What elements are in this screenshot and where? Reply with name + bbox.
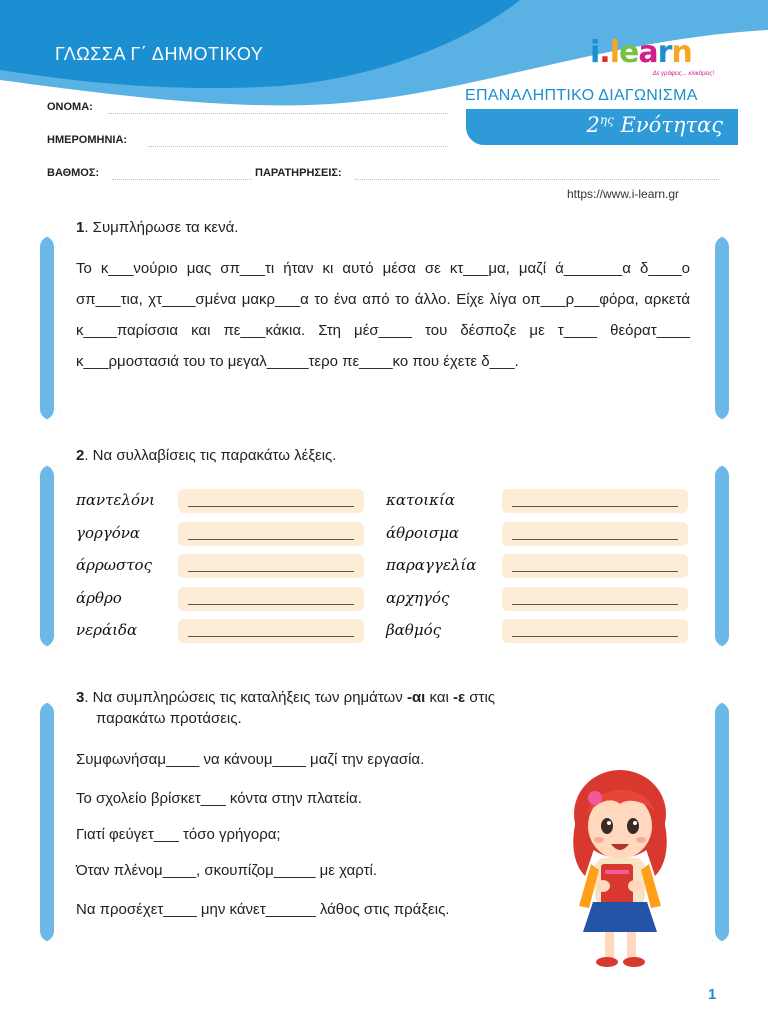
syllabify-word: άθροισμα	[386, 523, 460, 542]
logo-letter: i	[590, 35, 600, 70]
logo-letter: e	[619, 35, 639, 70]
name-field[interactable]	[108, 112, 448, 114]
syllabify-answer-field[interactable]	[502, 522, 688, 546]
q3-sentence: Να προσέχετ____ μην κάνετ______ λάθος στις πράξεις.	[76, 901, 450, 918]
q3-sentence: Γιατί φεύγετ___ τόσο γρήγορα;	[76, 826, 281, 843]
page-number: 1	[708, 986, 717, 1003]
syllabify-answer-field[interactable]	[178, 522, 364, 546]
logo-letter: r	[657, 35, 672, 70]
logo-letter: n	[671, 35, 692, 70]
syllabify-word: αρχηγός	[386, 588, 450, 607]
syllabify-word: γοργόνα	[76, 523, 141, 542]
logo-tagline: Δε γράφεις... κλικάρεις!	[652, 71, 714, 77]
grade-label: ΒΑΘΜΟΣ:	[47, 167, 100, 179]
syllabify-answer-field[interactable]	[178, 554, 364, 578]
q3-sentence: Συμφωνήσαμ____ να κάνουμ____ μαζί την εργασία.	[76, 751, 425, 768]
q2-bracket-left	[40, 465, 62, 647]
syllabify-answer-field[interactable]	[502, 587, 688, 611]
remarks-label: ΠΑΡΑΤΗΡΗΣΕΙΣ:	[255, 167, 342, 179]
unit-label: $2^{\eta\varsigma}$ Ενότητας	[586, 113, 723, 137]
date-label: ΗΜΕΡΟΜΗΝΙΑ:	[47, 134, 128, 146]
course-title: ΓΛΩΣΣΑ Γ΄ ΔΗΜΟΤΙΚΟΥ	[55, 44, 264, 64]
syllabify-word: παραγγελία	[386, 556, 477, 574]
q3-bracket-left	[40, 702, 62, 942]
syllabify-answer-field[interactable]	[178, 619, 364, 643]
syllabify-answer-field[interactable]	[502, 489, 688, 513]
logo-wordmark	[590, 35, 720, 70]
q3-sentence: Όταν πλένομ____, σκουπίζομ_____ με χαρτί.	[76, 862, 378, 879]
girl-illustration	[565, 766, 675, 976]
syllabify-word: άρρωστος	[76, 556, 152, 574]
unit-banner	[466, 109, 738, 145]
syllabify-word: παντελόνι	[76, 491, 155, 509]
q2-title: 2. Να συλλαβίσεις τις παρακάτω λέξεις.	[76, 447, 337, 464]
syllabify-word: άρθρο	[76, 588, 122, 607]
site-url: https://www.i-learn.gr	[567, 187, 680, 201]
syllabify-word: βαθμός	[386, 621, 442, 639]
exam-title: ΕΠΑΝΑΛΗΠΤΙΚΟ ΔΙΑΓΩΝΙΣΜΑ	[465, 87, 698, 104]
q2-bracket-right	[707, 465, 729, 647]
syllabify-answer-field[interactable]	[502, 619, 688, 643]
q3-bracket-right	[707, 702, 729, 942]
q1-title: 1. Συμπλήρωσε τα κενά.	[76, 219, 239, 236]
syllabify-answer-field[interactable]	[178, 489, 364, 513]
grade-field[interactable]	[112, 178, 252, 180]
q3-sentence: Το σχολείο βρίσκετ___ κόντα στην πλατεία.	[76, 790, 362, 807]
syllabify-answer-field[interactable]	[502, 554, 688, 578]
syllabify-word: κατοικία	[386, 491, 456, 509]
logo-letter: .	[599, 35, 610, 70]
q1-text: Το κ___νούριο μας σπ___τι ήταν κι αυτό μέσα σε κτ___μα, μαζί ά_______α δ____ο σπ___τια, χτ____σμένα μακρ___α το ένα από το άλλο. Είχε λίγα οπ___ρ___φόρα, αρκετά κ____παρίσσια και πε___κάκια. Στη μέσ____ του δέσποζε με τ____ θεόρατ____ κ___ρμοστασιά του το μεγαλ_____τερο πε____κο που έχετε δ___.	[76, 260, 690, 370]
q1-bracket-left	[40, 236, 62, 420]
date-field[interactable]	[148, 145, 448, 147]
syllabify-word: νεράιδα	[76, 621, 138, 639]
logo-letter: a	[638, 35, 658, 70]
logo-letter: l	[609, 35, 619, 70]
name-label: ΟΝΟΜΑ:	[47, 101, 93, 113]
syllabify-answer-field[interactable]	[178, 587, 364, 611]
q1-bracket-right	[707, 236, 729, 420]
ilearn-logo	[590, 35, 720, 78]
q3-title: 3. Να συμπληρώσεις τις καταλήξεις των ρημάτων -αι και -ε στις παρακάτω προτάσεις.	[76, 689, 496, 727]
remarks-field[interactable]	[355, 178, 719, 180]
